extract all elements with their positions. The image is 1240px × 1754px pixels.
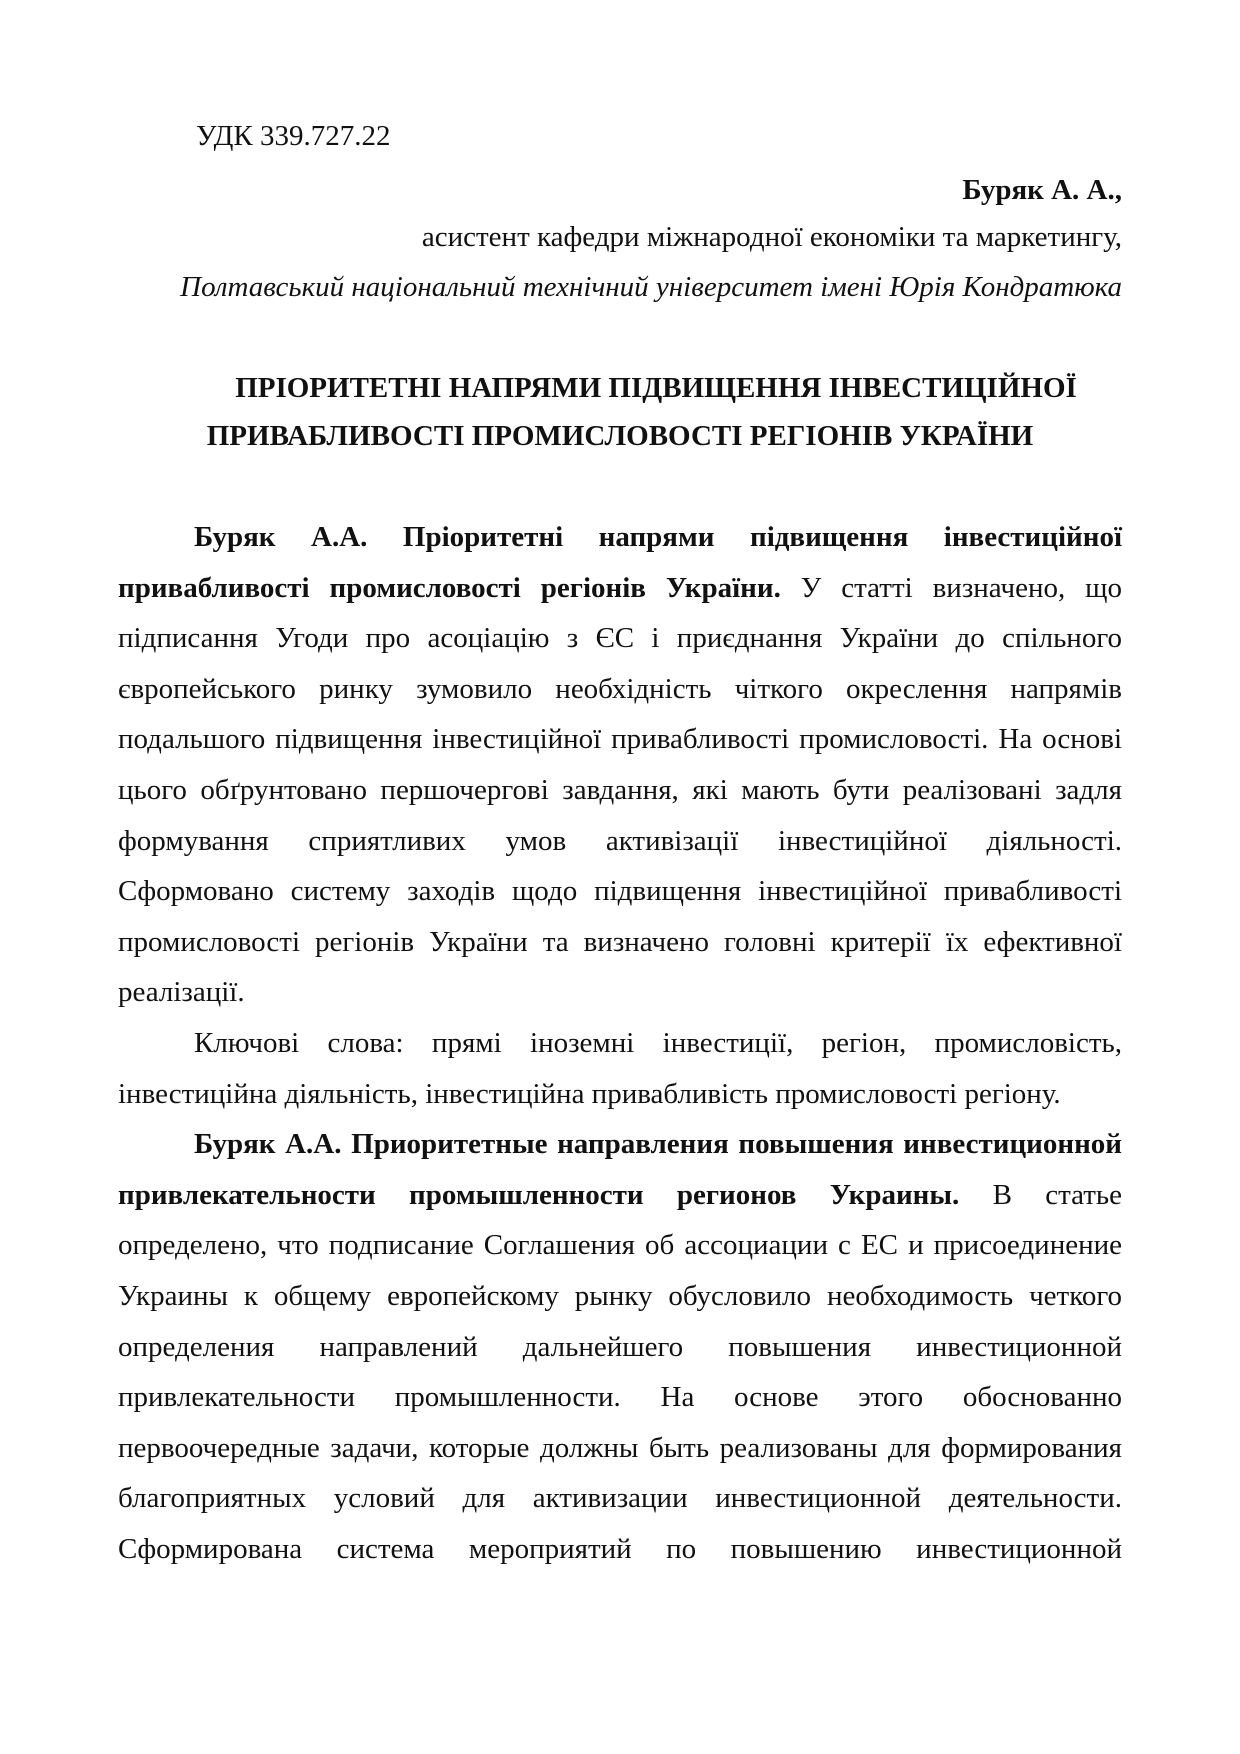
plain-text: Ключові слова: прямі іноземні інвестиції, регіон, промисловість, (194, 1026, 1122, 1059)
bold-text: Буряк А.А. Приоритетные направления повышения инвестиционной (194, 1128, 1122, 1161)
bold-text: привабливості промисловості регіонів України. (118, 571, 781, 604)
text-line (118, 563, 1122, 614)
text-line (118, 816, 1122, 867)
plain-text: цього обґрунтовано першочергові завдання, які мають бути реалізовані задля (118, 773, 1122, 806)
text-line (118, 1423, 1122, 1474)
article-title-line-2: ПРИВАБЛИВОСТІ ПРОМИСЛОВОСТІ РЕГІОНІВ УКРАЇНИ (206, 420, 1034, 452)
text-line (118, 1524, 1122, 1575)
text-line (118, 1018, 1122, 1069)
plain-text: європейського ринку зумовило необхідність чіткого окреслення напрямів (118, 672, 1122, 705)
text-line (118, 714, 1122, 765)
text-line (118, 613, 1122, 664)
plain-text: определения направлений дальнейшего повышения инвестиционной (118, 1330, 1122, 1363)
bold-text: Буряк А.А. Пріоритетні напрями підвищення інвестиційної (194, 521, 1122, 553)
plain-text: У статті визначено, що (780, 571, 1122, 604)
text-line (118, 967, 1122, 1018)
plain-text: определено, что подписание Соглашения об ассоциации с ЕС и присоединение (118, 1229, 1122, 1262)
plain-text: промисловості регіонів України та визначено головні критерії їх ефективної (118, 925, 1122, 958)
text-line (118, 1372, 1122, 1423)
plain-text: реалізації. (118, 976, 245, 1009)
udk-code: УДК 339.727.22 (196, 120, 391, 152)
text-line (118, 664, 1122, 715)
plain-text: Сформирована система мероприятий по повышению инвестиционной (118, 1532, 1122, 1565)
text-line (118, 1473, 1122, 1524)
text-line (118, 1322, 1122, 1373)
text-line (118, 1119, 1122, 1170)
plain-text: первоочередные задачи, которые должны быть реализованы для формирования (118, 1431, 1122, 1464)
plain-text: формування сприятливих умов активізації інвестиційної діяльності. (118, 824, 1122, 857)
plain-text: Сформовано систему заходів щодо підвищення інвестиційної привабливості (118, 875, 1122, 908)
text-line (118, 512, 1122, 563)
text-line (118, 765, 1122, 816)
plain-text: підписання Угоди про асоціацію з ЄС і приєднання України до спільного (118, 622, 1122, 655)
author-name: Буряк А. А., (962, 174, 1122, 206)
text-line (118, 1220, 1122, 1271)
plain-text: інвестиційна діяльність, інвестиційна привабливість промисловості регіону. (118, 1077, 1061, 1110)
plain-text: благоприятных условий для активизации инвестиционной деятельности. (118, 1482, 1122, 1515)
plain-text: привлекательности промышленности. На основе этого обоснованно (118, 1381, 1122, 1414)
text-line (118, 1271, 1122, 1322)
text-line (118, 866, 1122, 917)
text-line (118, 1069, 1122, 1120)
plain-text: подальшого підвищення інвестиційної привабливості промисловості. На основі (118, 723, 1122, 756)
article-title-line-1: ПРІОРИТЕТНІ НАПРЯМИ ПІДВИЩЕННЯ ІНВЕСТИЦІЙНОЇ (235, 372, 1077, 404)
bold-text: привлекательности промышленности регионов Украины. (118, 1178, 960, 1211)
author-university: Полтавський національний технічний університет імені Юрія Кондратюка (180, 271, 1122, 303)
plain-text: В статье (959, 1178, 1122, 1211)
plain-text: Украины к общему европейскому рынку обусловило необходимость четкого (118, 1279, 1122, 1312)
author-position: асистент кафедри міжнародної економіки та маркетингу, (421, 221, 1122, 253)
abstract-body (118, 512, 1122, 1574)
text-line (118, 917, 1122, 968)
text-line (118, 1170, 1122, 1221)
